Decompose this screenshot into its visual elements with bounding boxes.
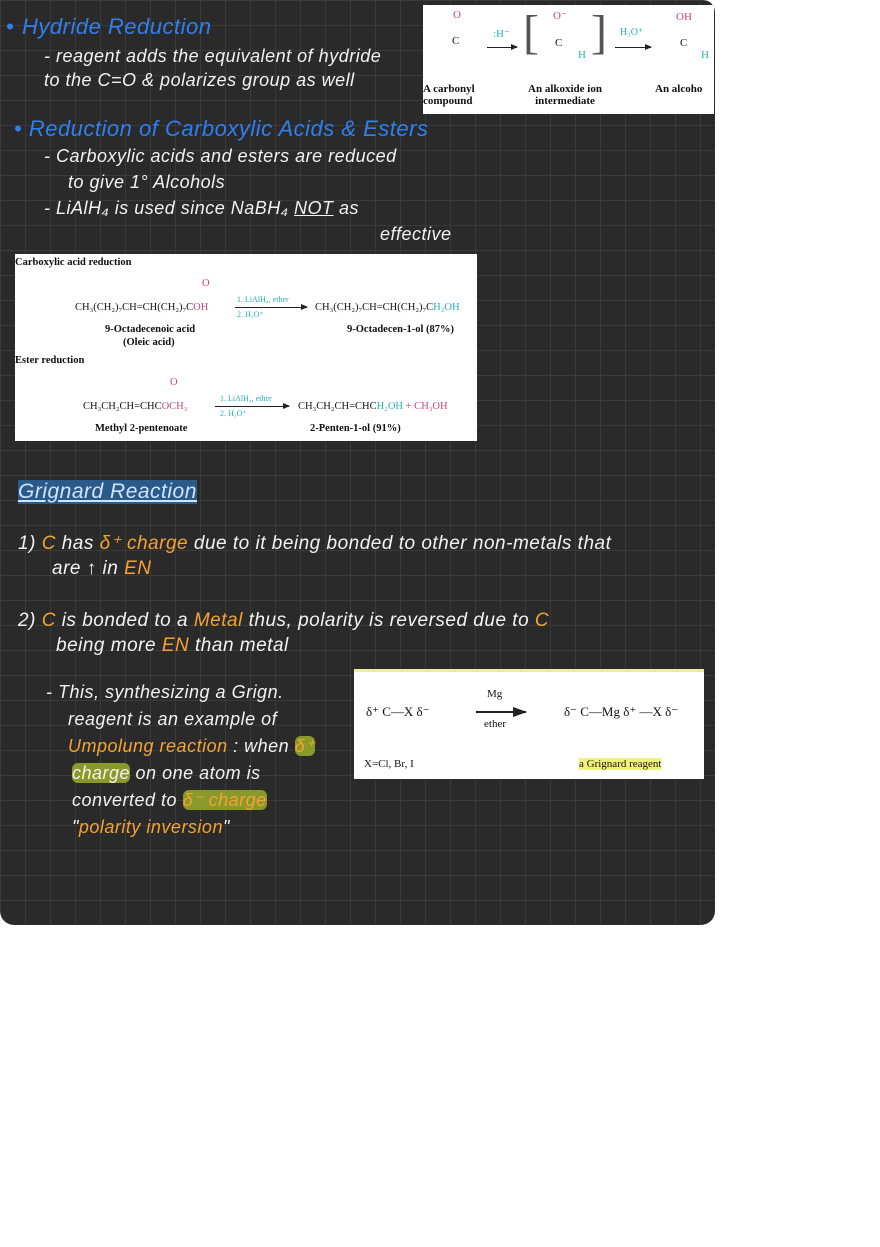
carboxylic-reduction-figure xyxy=(15,254,477,441)
reagents: 2. H₃O⁺ xyxy=(220,409,247,418)
product1: CH₃(CH₂)₇CH=CH(CH₂)₇CH₂OH xyxy=(315,302,460,313)
point-2-line2: being more EN than metal xyxy=(56,635,289,656)
label-alkoxide: An alkoxide ion intermediate xyxy=(528,83,602,107)
point-1: 1) C has δ⁺ charge due to it being bonded to other non-metals that xyxy=(18,533,612,554)
acids-title: • Reduction of Carboxylic Acids & Esters xyxy=(14,116,429,141)
name: 9-Octadecenoic acid xyxy=(105,324,196,335)
product2: CH₃CH₂CH=CHCH₂OH + CH₃OH xyxy=(298,401,448,412)
note-line4: charge on one atom is xyxy=(72,763,261,783)
reagents: 1. LiAlH₄, ether xyxy=(220,394,272,403)
grignard-title: Grignard Reaction xyxy=(18,480,197,503)
point-2: 2) C is bonded to a Metal thus, polarity is reversed due to C xyxy=(18,610,550,631)
note-line3: Umpolung reaction : when δ⁺ xyxy=(68,736,316,756)
note-line1: - This, synthesizing a Grign. xyxy=(46,682,284,702)
arrow-icon xyxy=(215,406,289,407)
note-line6: "polarity inversion" xyxy=(72,817,230,837)
atom-c: C xyxy=(452,35,460,47)
arrow-icon xyxy=(235,307,307,308)
atom-o: O xyxy=(202,278,210,289)
atom-o: O xyxy=(170,377,178,388)
reagents: 1. LiAlH₄, ether xyxy=(237,295,289,304)
atom-c: C xyxy=(555,37,563,49)
grignard-figure xyxy=(354,669,704,779)
atom-oh: OH xyxy=(676,11,692,23)
atom-h: H xyxy=(578,49,586,61)
bracket-left: [ xyxy=(523,6,539,59)
reactant1: CH₃(CH₂)₇CH=CH(CH₂)₇COH xyxy=(75,302,209,313)
carbonyl-reduction-figure xyxy=(423,5,714,114)
acids-line2: to give 1° Alcohols xyxy=(68,172,226,192)
alkyl-halide: δ⁺ C—X δ⁻ xyxy=(366,704,430,719)
reagents: 2. H₃O⁺ xyxy=(237,310,264,319)
name: Methyl 2-pentenoate xyxy=(95,423,188,434)
bracket-right: ] xyxy=(591,6,607,59)
atom-c: C xyxy=(680,37,688,49)
acids-line4: effective xyxy=(380,224,452,244)
title-ester: Ester reduction xyxy=(15,355,85,366)
atom-o-minus: O⁻ xyxy=(553,10,567,22)
name: (Oleic acid) xyxy=(123,337,175,348)
name: 9-Octadecen-1-ol (87%) xyxy=(347,324,455,335)
acids-line3: - LiAlH₄ is used since NaBH₄ NOT as xyxy=(44,198,360,218)
caption: a Grignard reagent xyxy=(579,758,662,770)
hydride-label: :H⁻ xyxy=(493,28,510,40)
grignard-reagent: δ⁻ C—Mg δ⁺ —X δ⁻ xyxy=(564,704,679,719)
hydride-line2: to the C=O & polarizes group as well xyxy=(44,70,355,90)
label-carbonyl: A carbonyl compound xyxy=(423,83,475,107)
point-1-line2: are ↑ in EN xyxy=(52,558,152,579)
hydride-line1: - reagent adds the equivalent of hydride xyxy=(44,46,382,66)
reactant2: CH₃CH₂CH=CHCOCH₃ xyxy=(83,401,188,412)
name: 2-Penten-1-ol (91%) xyxy=(310,423,401,434)
atom-h: H xyxy=(701,49,709,61)
bullet: • xyxy=(6,14,15,39)
label-alcohol: An alcoho xyxy=(655,83,703,95)
title-carboxylic: Carboxylic acid reduction xyxy=(15,257,132,268)
arrow-icon xyxy=(487,47,517,48)
note-line5: converted to δ⁻ charge xyxy=(72,790,267,810)
atom-o: O xyxy=(453,9,461,21)
arrow-icon xyxy=(615,47,651,48)
h3o-label: H₃O⁺ xyxy=(620,27,644,38)
solvent-ether: ether xyxy=(484,718,506,730)
note-line2: reagent is an example of xyxy=(68,709,278,729)
halogen-note: X=Cl, Br, I xyxy=(364,758,414,770)
reagent-mg: Mg xyxy=(487,688,503,700)
acids-line1: - Carboxylic acids and esters are reduced xyxy=(44,146,397,166)
arrow-icon xyxy=(476,711,526,713)
hydride-title: Hydride Reduction xyxy=(22,14,212,39)
